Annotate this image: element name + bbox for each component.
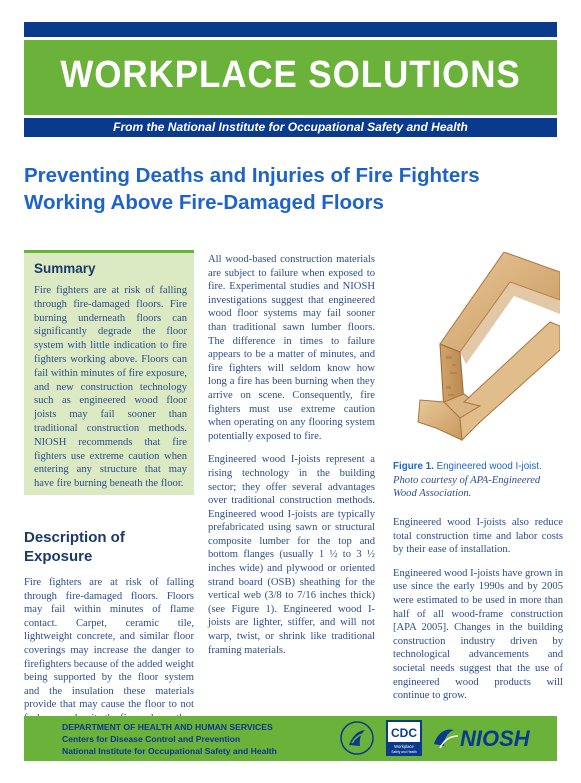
summary-text: Fire fighters are at risk of falling through fire-damaged floors. Fire burning underneath floors can significantly degrade the floor system with little indication to fire fighters working above. Floors can fail within minutes of fire exposure, and new construction technology such as engineered wood floor joists may fail sooner than traditional construction methods. NIOSH recommends that fire fighters use extreme caution when entering any structure that may have fire burning beneath the floor. bbox=[34, 285, 187, 490]
column-two-paragraph-1: All wood-based construction materials are subject to failure when exposed to fire. Experimental studies and NIOSH investigations suggest that engineered wood floor systems may fail sooner than traditional sawn lumber floors. The difference in times to failure appears to be a matter of minutes, and fire fighters will seldom know how long a fire has been burning when they arrive on scene. Consequently, fire fighters must use extreme caution when operating on any flooring system potentially exposed to fire. bbox=[208, 254, 375, 442]
summary-box bbox=[24, 250, 194, 495]
footer-line-2: Centers for Disease Control and Prevention bbox=[62, 734, 241, 744]
column-two-paragraph-2: Engineered wood I-joists represent a rising technology in the building sector; they offer several advantages over traditional construction methods. Engineered wood I-joists are typically prefabricated using sawn or structural composite lumber for the top and bottom flanges (usually 1 ½ to 3 ½ inches wide) and plywood or oriented strand board (OSB) sheathing for the vertical web (3/8 to 7/16 inches thick) (see Figure 1). Engineered wood I-joists are lighter, stiffer, and will not warp, twist, or shrink like traditional framing materials. bbox=[208, 454, 375, 656]
cdc-logo-subtext: Workplace bbox=[394, 744, 414, 749]
footer-agency-text bbox=[62, 721, 277, 757]
description-text bbox=[24, 576, 194, 726]
figure-credit: Photo courtesy of APA-Engineered Wood Association. bbox=[393, 474, 541, 500]
column-three bbox=[393, 516, 563, 713]
headline-line-2: Working Above Fire-Damaged Floors bbox=[24, 191, 384, 214]
publication-title: WORKPLACE SOLUTIONS bbox=[60, 54, 521, 96]
publication-subtitle: From the National Institute for Occupational Safety and Health bbox=[113, 120, 468, 134]
column-three-paragraph-2: Engineered wood I-joists have grown in use since the early 1990s and by 2005 were estimated to be used in more than half of all wood-frame construction [APA 2005]. Changes in the building construction industry driven by technological advancements and societal needs suggest that the use of engineered wood products will continue to grow. bbox=[393, 567, 563, 702]
column-three-paragraph-1: Engineered wood I-joists also reduce total construction time and labor costs by their ease of installation. bbox=[393, 517, 563, 556]
niosh-logo-text: NIOSH bbox=[460, 726, 530, 751]
hhs-seal-icon bbox=[340, 721, 374, 755]
top-navy-band bbox=[24, 22, 557, 37]
footer-line-3: National Institute for Occupational Safety and Health bbox=[62, 746, 277, 756]
figure-caption bbox=[393, 460, 563, 501]
document-headline bbox=[24, 162, 564, 216]
footer-line-1: DEPARTMENT OF HEALTH AND HUMAN SERVICES bbox=[62, 722, 273, 732]
title-banner bbox=[24, 40, 557, 115]
figure-label: Figure 1. bbox=[393, 461, 434, 472]
description-heading: Description of Exposure bbox=[24, 529, 125, 565]
cdc-logo-subtext-2: Safety and Health bbox=[391, 750, 417, 754]
cdc-logo-text: CDC bbox=[391, 726, 417, 740]
summary-heading: Summary bbox=[34, 261, 96, 276]
description-paragraph: Fire fighters are at risk of falling through fire-damaged floors. Floors may fail within minutes of flame contact. Carpet, ceramic tile, lightweight concrete, and similar floor coverings may increase the danger to firefighters because of the added weight being supported by the floor system and the insulation these materials provide that may cause the floor to not bbox=[24, 577, 194, 711]
headline-line-1: Preventing Deaths and Injuries of Fire Fighters bbox=[24, 164, 480, 187]
figure-caption-text: Engineered wood I-joist. bbox=[436, 461, 542, 472]
i-joist-photo bbox=[400, 252, 560, 442]
subtitle-bar bbox=[24, 118, 557, 137]
column-two bbox=[208, 253, 375, 667]
cdc-logo-icon bbox=[386, 720, 422, 756]
footer-bar bbox=[24, 716, 557, 761]
niosh-logo-icon bbox=[430, 722, 554, 754]
